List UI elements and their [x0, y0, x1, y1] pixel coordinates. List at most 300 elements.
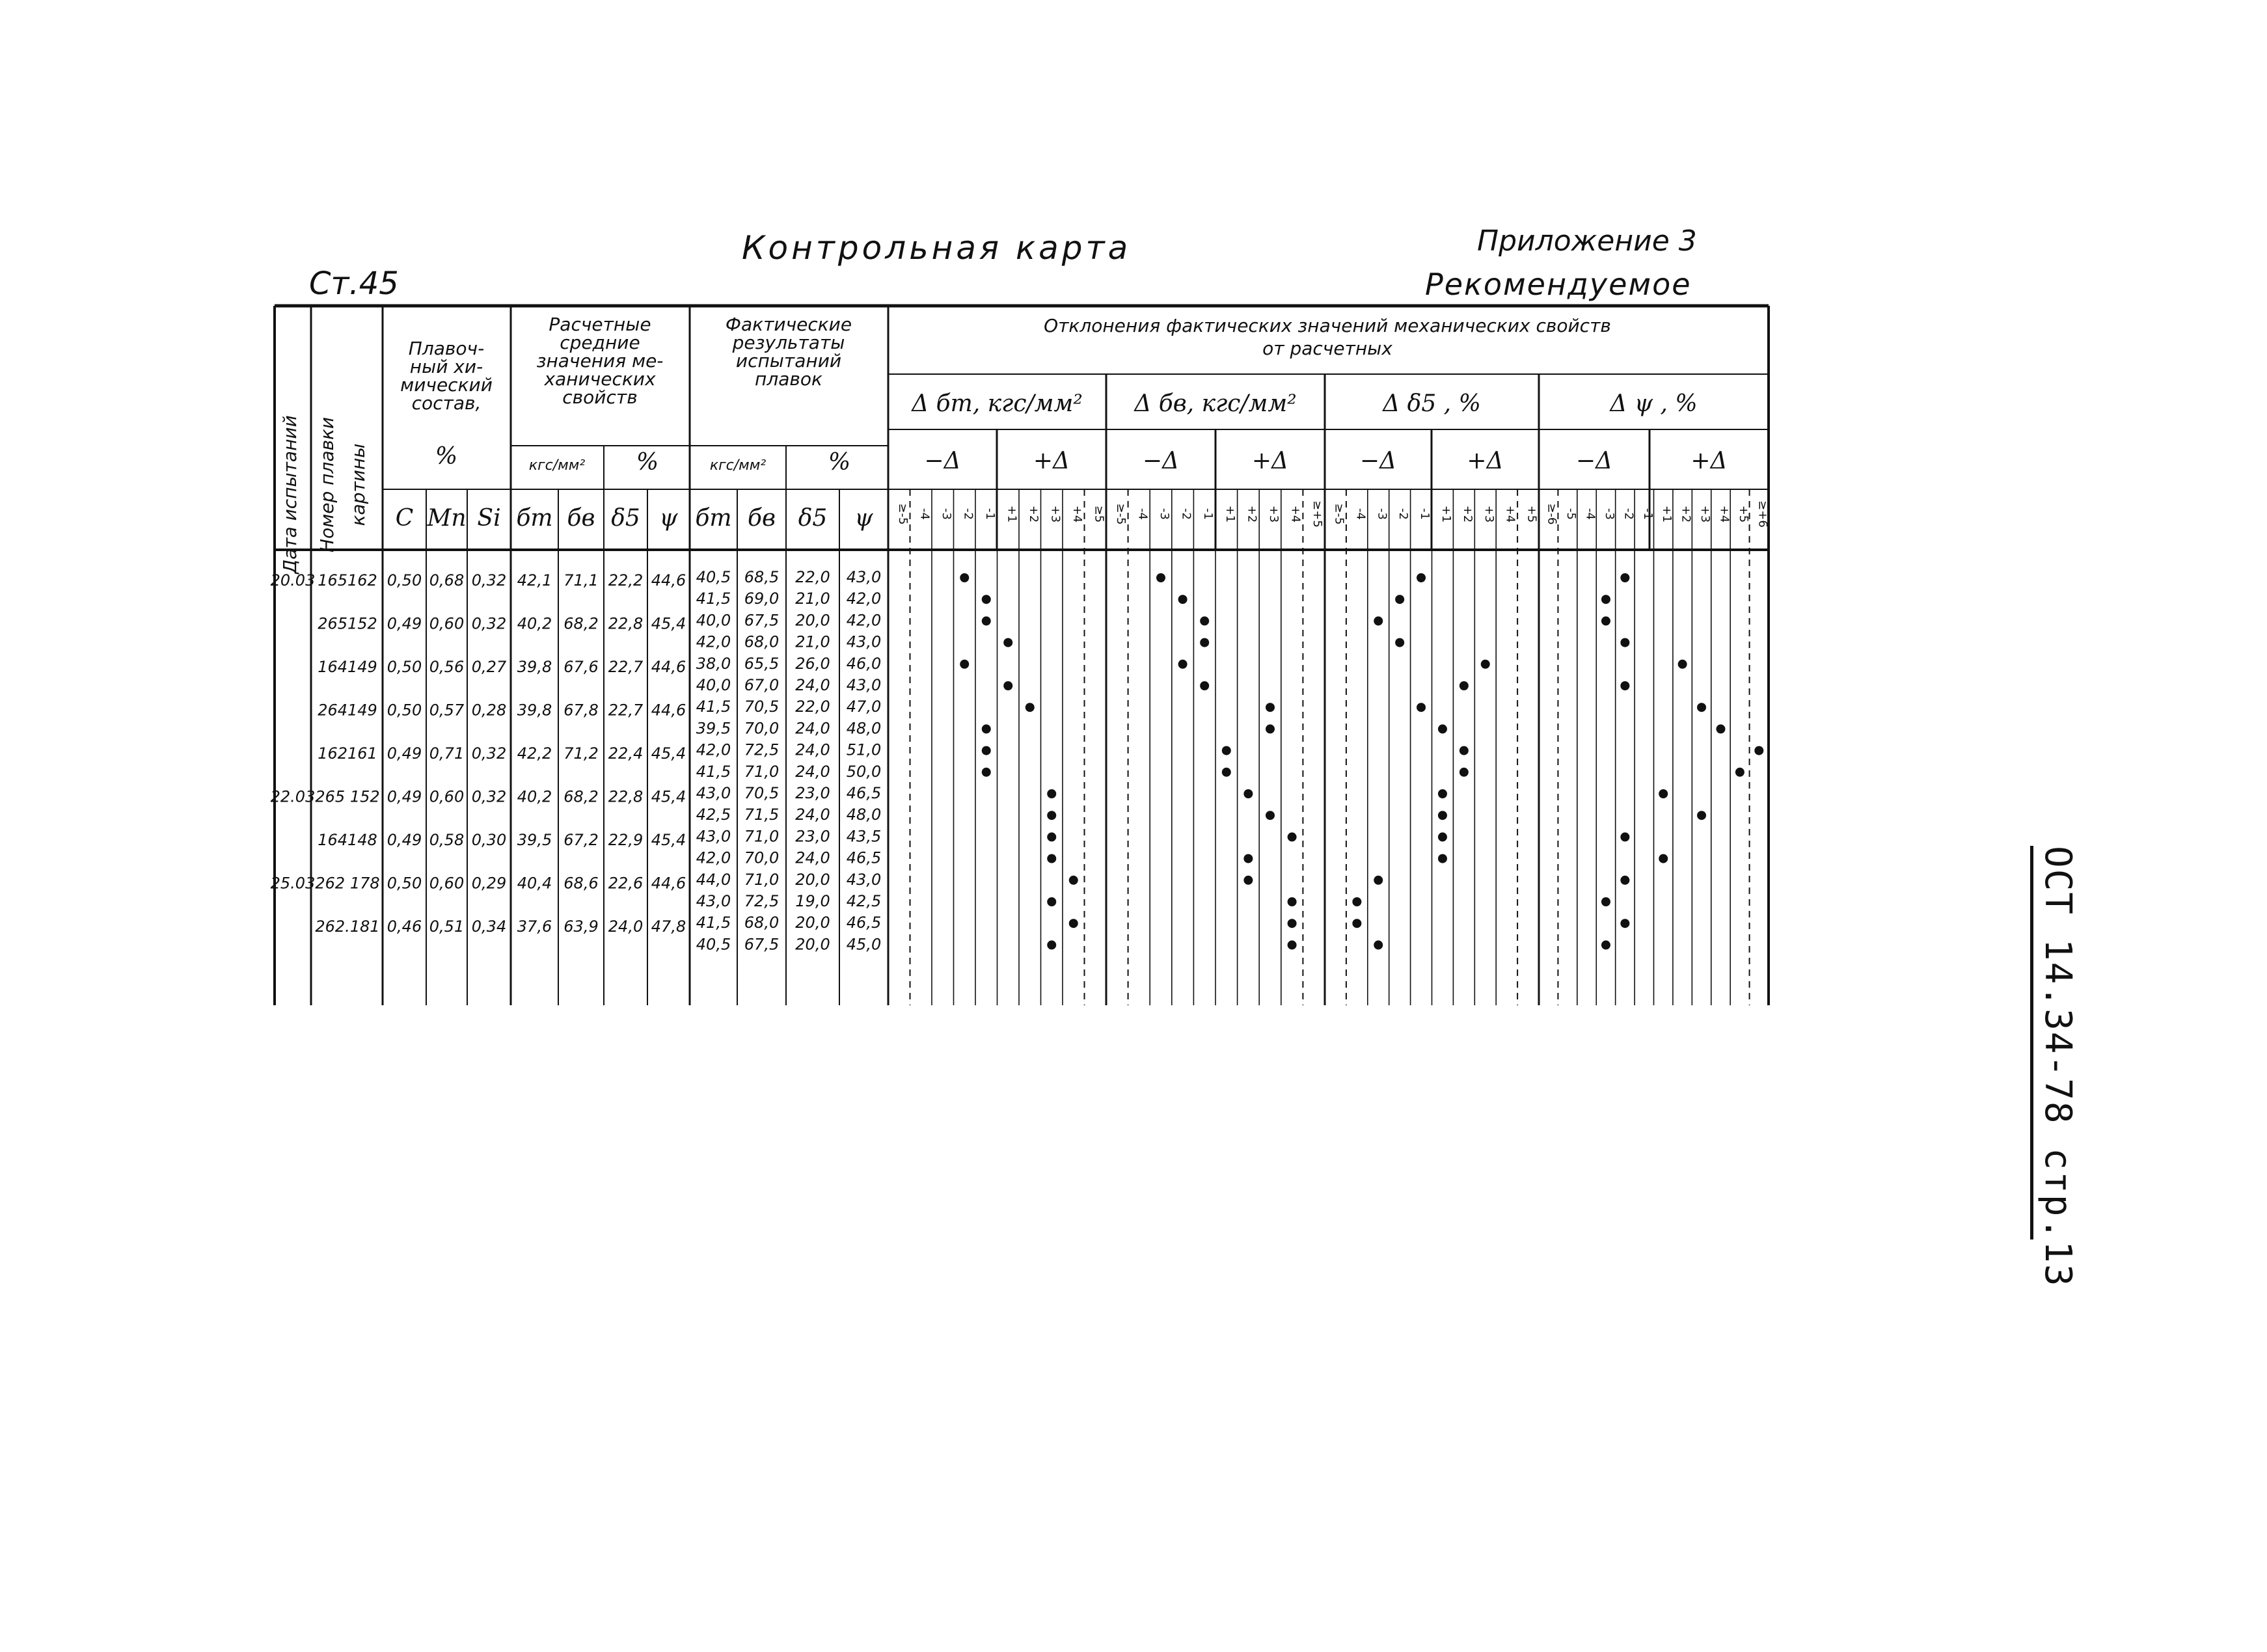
calc-value-cell: 40,4	[517, 874, 552, 893]
page-title: Контрольная карта	[742, 229, 1132, 267]
deviation-dot	[1659, 789, 1668, 798]
table-text-layer	[271, 314, 1770, 953]
calc-value-cell: 44,6	[651, 658, 686, 676]
calc-value-cell: 22,8	[608, 614, 644, 633]
deviation-tick-label: +1	[1223, 505, 1237, 523]
deviation-dot	[1395, 638, 1404, 647]
result-value-cell: 24,0	[795, 740, 830, 759]
deviation-header-line1: Отклонения фактических значений механических свойств	[1044, 315, 1611, 336]
result-value-cell: 40,0	[696, 676, 731, 694]
chem-value-cell: 0,51	[429, 917, 465, 936]
deviation-dot	[1678, 660, 1687, 669]
deviation-dot	[1459, 746, 1469, 755]
result-value-cell: 19,0	[795, 892, 830, 910]
result-value-cell: 65,5	[744, 654, 780, 673]
deviation-tick-label: -4	[1353, 508, 1368, 520]
result-value-cell: 67,5	[744, 935, 780, 954]
result-value-cell: 68,0	[744, 632, 780, 651]
calc-value-cell: 67,6	[563, 658, 599, 676]
calc-value-cell: 40,2	[517, 787, 552, 806]
result-value-cell: 23,0	[795, 784, 830, 802]
result-value-cell: 72,5	[744, 892, 780, 910]
deviation-tick-label: ≥-5	[1113, 503, 1128, 525]
result-value-cell: 43,0	[696, 827, 731, 846]
fact-header-line: плавок	[755, 368, 822, 390]
calc-value-cell: 44,6	[651, 701, 686, 720]
chem-unit-label: %	[435, 443, 458, 470]
deviation-tick-label: +1	[1005, 505, 1019, 523]
deviation-dot	[1601, 940, 1610, 949]
calc-unit-force: кгс/мм²	[528, 457, 586, 474]
deviation-dot	[1178, 595, 1188, 604]
result-value-cell: 42,0	[846, 611, 882, 630]
fact-header-line: Фактические	[725, 314, 852, 335]
deviation-tick-label: +2	[1245, 505, 1259, 523]
deviation-dot	[1374, 940, 1383, 949]
result-value-cell: 68,0	[744, 914, 780, 932]
deviation-dot	[1222, 746, 1231, 755]
calc-value-cell: 44,6	[651, 874, 686, 893]
calc-value-cell: 22,6	[608, 874, 644, 893]
deviation-tick-label: -3	[939, 508, 953, 520]
chem-value-cell: 0,58	[429, 831, 465, 849]
heat-number-cell: 262.181	[315, 917, 380, 936]
deviation-dot	[1178, 660, 1188, 669]
deviation-dot	[1200, 681, 1209, 690]
calc-value-cell: 71,1	[563, 571, 599, 589]
result-value-cell: 24,0	[795, 848, 830, 867]
recommended-label: Рекомендуемое	[1425, 267, 1692, 302]
deviation-group-header: Δ бв, кгс/мм²	[1134, 390, 1297, 417]
calc-value-cell: 67,8	[563, 701, 599, 720]
result-value-cell: 43,0	[846, 676, 882, 694]
calc-value-cell: 47,8	[651, 917, 686, 936]
heat-date-cell: 22.03	[270, 787, 316, 806]
result-value-cell: 42,0	[696, 632, 731, 651]
deviation-dot	[1417, 703, 1426, 712]
calc-header-line: Расчетные	[549, 314, 651, 335]
result-value-cell: 70,0	[744, 719, 780, 738]
deviation-group-header: Δ δ5 , %	[1383, 390, 1481, 417]
deviation-tick-label: +4	[1717, 505, 1731, 523]
deviation-dot	[982, 724, 991, 733]
deviation-dot	[1243, 854, 1253, 863]
deviation-tick-label: ≥5	[1092, 505, 1106, 523]
calc-value-cell: 44,6	[651, 571, 686, 589]
deviation-tick-label: -4	[1135, 508, 1150, 520]
deviation-dot	[1288, 919, 1297, 928]
heat-number-cell: 262 178	[315, 874, 380, 893]
calc-value-cell: 22,2	[608, 571, 644, 589]
deviation-dot	[982, 595, 991, 604]
result-value-cell: 41,5	[696, 762, 731, 781]
result-value-cell: 20,0	[795, 935, 830, 954]
deviation-tick-label: -2	[1622, 508, 1636, 520]
deviation-tick-label: -1	[1640, 508, 1655, 520]
chem-subheader: C	[395, 505, 414, 532]
deviation-dot	[1047, 832, 1056, 841]
chem-value-cell: 0,50	[387, 658, 422, 676]
result-value-cell: 43,5	[846, 827, 882, 846]
calc-header-line: значения ме-	[536, 350, 664, 372]
deviation-tick-label: -1	[1418, 508, 1432, 520]
heat-number-cell: 165162	[318, 571, 377, 589]
deviation-dot	[1288, 897, 1297, 906]
calc-value-cell: 71,2	[563, 744, 599, 763]
result-value-cell: 48,0	[846, 806, 882, 824]
chem-value-cell: 0,46	[387, 917, 422, 936]
deviation-dot	[1620, 638, 1629, 647]
deviation-tick-label: +4	[1503, 505, 1517, 523]
deviation-dot	[960, 573, 969, 582]
chem-value-cell: 0,49	[387, 831, 422, 849]
deviation-dot	[1459, 681, 1469, 690]
chem-subheader: Mn	[427, 505, 467, 532]
deviation-dot	[1200, 616, 1209, 625]
result-value-cell: 46,5	[846, 784, 882, 802]
result-value-cell: 24,0	[795, 806, 830, 824]
deviation-dot	[1266, 724, 1275, 733]
result-value-cell: 67,0	[744, 676, 780, 694]
deviation-dot	[982, 768, 991, 777]
deviation-tick-label: ≥+5	[1310, 500, 1325, 528]
fact-subheader: бв	[748, 505, 776, 532]
chem-value-cell: 0,50	[387, 701, 422, 720]
calc-value-cell: 67,2	[563, 831, 599, 849]
chem-value-cell: 0,50	[387, 571, 422, 589]
deviation-dot	[1620, 573, 1629, 582]
deviation-dot	[1069, 876, 1078, 885]
result-value-cell: 21,0	[795, 589, 830, 608]
deviation-dot	[1697, 811, 1706, 820]
result-value-cell: 40,5	[696, 935, 731, 954]
deviation-dot	[1003, 638, 1012, 647]
result-value-cell: 20,0	[795, 611, 830, 630]
result-value-cell: 71,0	[744, 870, 780, 889]
calc-value-cell: 39,5	[517, 831, 552, 849]
calc-value-cell: 68,6	[563, 874, 599, 893]
deviation-dot	[1438, 789, 1447, 798]
heat-number-cell: 264149	[318, 701, 377, 720]
result-value-cell: 24,0	[795, 676, 830, 694]
calc-value-cell: 42,2	[517, 744, 552, 763]
result-value-cell: 71,0	[744, 762, 780, 781]
deviation-tick-label: ≥-5	[895, 503, 910, 525]
chem-value-cell: 0,68	[429, 571, 465, 589]
deviation-tick-label: -1	[983, 508, 997, 520]
deviation-dot	[1047, 811, 1056, 820]
deviation-group-header: Δ бт, кгс/мм²	[912, 390, 1083, 417]
result-value-cell: 50,0	[846, 762, 882, 781]
calc-subheader: бт	[516, 505, 553, 532]
deviation-tick-label: ≥-5	[1332, 503, 1346, 525]
chem-value-cell: 0,60	[429, 874, 465, 893]
chem-value-cell: 0,50	[387, 874, 422, 893]
result-value-cell: 41,5	[696, 697, 731, 716]
deviation-dot	[1735, 768, 1744, 777]
deviation-tick-label: -3	[1602, 508, 1616, 520]
chem-value-cell: 0,32	[471, 787, 507, 806]
chem-value-cell: 0,56	[429, 658, 465, 676]
result-value-cell: 69,0	[744, 589, 780, 608]
deviation-dot	[1352, 919, 1361, 928]
result-value-cell: 71,0	[744, 827, 780, 846]
deviation-tick-label: +2	[1026, 505, 1040, 523]
chem-subheader: Si	[477, 505, 501, 532]
result-value-cell: 45,0	[846, 935, 882, 954]
heat-number-cell: 164148	[318, 831, 377, 849]
deviation-dot	[1266, 811, 1275, 820]
result-value-cell: 46,0	[846, 654, 882, 673]
deviation-dot	[1003, 681, 1012, 690]
deviation-dot	[1243, 789, 1253, 798]
deviation-dot	[1417, 573, 1426, 582]
deviation-dot	[1200, 638, 1209, 647]
result-value-cell: 42,5	[846, 892, 882, 910]
result-value-cell: 20,0	[795, 870, 830, 889]
result-value-cell: 22,0	[795, 568, 830, 586]
calc-value-cell: 37,6	[517, 917, 552, 936]
result-value-cell: 24,0	[795, 762, 830, 781]
result-value-cell: 43,0	[846, 632, 882, 651]
calc-value-cell: 45,4	[651, 831, 686, 849]
steel-grade-label: Ст.45	[309, 265, 399, 302]
result-value-cell: 43,0	[846, 870, 882, 889]
deviation-tick-label: +5	[1525, 505, 1539, 523]
result-value-cell: 71,5	[744, 806, 780, 824]
result-value-cell: 20,0	[795, 914, 830, 932]
result-value-cell: 41,5	[696, 589, 731, 608]
deviation-tick-label: +1	[1660, 505, 1674, 523]
chem-value-cell: 0,32	[471, 614, 507, 633]
deviation-dot	[1438, 724, 1447, 733]
deviation-group-header: Δ ψ , %	[1610, 390, 1698, 417]
chem-header-line: мический	[400, 374, 493, 396]
deviation-dot	[1047, 940, 1056, 949]
result-value-cell: 51,0	[846, 740, 882, 759]
calc-header-line: средние	[560, 332, 640, 353]
deviation-dot	[982, 746, 991, 755]
deviation-tick-label: +2	[1460, 505, 1474, 523]
calc-value-cell: 63,9	[563, 917, 599, 936]
deviation-tick-label: -5	[1564, 508, 1579, 520]
chem-value-cell: 0,60	[429, 614, 465, 633]
result-value-cell: 42,0	[846, 589, 882, 608]
calc-value-cell: 22,8	[608, 787, 644, 806]
result-value-cell: 23,0	[795, 827, 830, 846]
deviation-dot	[1395, 595, 1404, 604]
deviation-tick-label: +1	[1439, 505, 1453, 523]
result-value-cell: 24,0	[795, 719, 830, 738]
calc-value-cell: 39,8	[517, 658, 552, 676]
calc-value-cell: 22,7	[608, 658, 644, 676]
deviation-dot	[1620, 681, 1629, 690]
deviation-dot	[1438, 832, 1447, 841]
calc-unit-percent: %	[636, 449, 659, 476]
chem-value-cell: 0,57	[429, 701, 465, 720]
result-value-cell: 42,5	[696, 806, 731, 824]
calc-header-line: свойств	[562, 386, 638, 408]
heat-date-cell: 25.03	[270, 874, 316, 893]
minus-delta-label: −Δ	[1359, 448, 1397, 474]
deviation-tick-label: +4	[1070, 505, 1084, 523]
deviation-dot	[1047, 854, 1056, 863]
deviation-dot	[1601, 595, 1610, 604]
deviation-dot	[982, 616, 991, 625]
deviation-dot	[1438, 854, 1447, 863]
fact-unit-percent: %	[828, 449, 851, 476]
fact-unit-force: кгс/мм²	[709, 457, 767, 474]
deviation-dot	[1222, 768, 1231, 777]
result-value-cell: 48,0	[846, 719, 882, 738]
deviation-dot	[1754, 746, 1763, 755]
deviation-dot	[1243, 876, 1253, 885]
calc-value-cell: 68,2	[563, 614, 599, 633]
deviation-dot	[960, 660, 969, 669]
deviation-dot	[1481, 660, 1490, 669]
calc-subheader: бв	[567, 505, 595, 532]
result-value-cell: 70,5	[744, 784, 780, 802]
result-value-cell: 46,5	[846, 848, 882, 867]
deviation-tick-label: -2	[1396, 508, 1411, 520]
result-value-cell: 41,5	[696, 914, 731, 932]
calc-value-cell: 40,2	[517, 614, 552, 633]
deviation-tick-label: -3	[1375, 508, 1389, 520]
result-value-cell: 44,0	[696, 870, 731, 889]
deviation-dot	[1659, 854, 1668, 863]
calc-value-cell: 22,4	[608, 744, 644, 763]
calc-value-cell: 68,2	[563, 787, 599, 806]
result-value-cell: 39,5	[696, 719, 731, 738]
deviation-dot	[1620, 919, 1629, 928]
result-value-cell: 22,0	[795, 697, 830, 716]
calc-header-line: ханических	[544, 368, 656, 390]
deviation-tick-label: -3	[1158, 508, 1171, 520]
result-value-cell: 43,0	[696, 784, 731, 802]
heat-number-cell: 164149	[318, 658, 377, 676]
result-value-cell: 67,5	[744, 611, 780, 630]
result-value-cell: 46,5	[846, 914, 882, 932]
deviation-dot	[1601, 897, 1610, 906]
deviation-dot	[1288, 832, 1297, 841]
fact-header-line: результаты	[732, 332, 845, 353]
deviation-dot	[1716, 724, 1725, 733]
chem-header-line: состав,	[411, 392, 482, 414]
minus-delta-label: −Δ	[924, 448, 961, 474]
minus-delta-label: −Δ	[1575, 448, 1613, 474]
calc-value-cell: 45,4	[651, 744, 686, 763]
fact-subheader: бт	[695, 505, 732, 532]
chem-value-cell: 0,32	[471, 744, 507, 763]
deviation-tick-label: +3	[1482, 505, 1496, 523]
deviation-dot	[1352, 897, 1361, 906]
deviation-dot	[1374, 616, 1383, 625]
chem-value-cell: 0,30	[471, 831, 507, 849]
result-value-cell: 40,5	[696, 568, 731, 586]
fact-subheader: δ5	[798, 505, 828, 532]
deviation-tick-label: -4	[917, 508, 932, 520]
deviation-tick-label: -2	[1179, 508, 1193, 520]
deviation-tick-label: ≥+6	[1756, 500, 1770, 528]
result-value-cell: 47,0	[846, 697, 882, 716]
deviation-dot	[1069, 919, 1078, 928]
deviation-tick-label: +4	[1288, 505, 1303, 523]
result-value-cell: 68,5	[744, 568, 780, 586]
deviation-marks	[960, 573, 1763, 949]
deviation-dot	[1620, 832, 1629, 841]
chem-value-cell: 0,49	[387, 787, 422, 806]
deviation-dot	[1266, 703, 1275, 712]
deviation-dot	[1438, 811, 1447, 820]
result-value-cell: 70,0	[744, 848, 780, 867]
deviation-tick-label: -2	[961, 508, 975, 520]
deviation-tick-label: ≥-6	[1545, 503, 1559, 525]
date-column-header: Дата испытаний	[279, 415, 301, 574]
chem-value-cell: 0,28	[471, 701, 507, 720]
minus-delta-label: −Δ	[1142, 448, 1180, 474]
deviation-dot	[1601, 616, 1610, 625]
deviation-dot	[1047, 897, 1056, 906]
chem-value-cell: 0,27	[471, 658, 507, 676]
chem-value-cell: 0,60	[429, 787, 465, 806]
deviation-dot	[1620, 876, 1629, 885]
result-value-cell: 70,5	[744, 697, 780, 716]
deviation-tick-label: +5	[1736, 505, 1750, 523]
deviation-tick-label: +2	[1679, 505, 1693, 523]
result-value-cell: 40,0	[696, 611, 731, 630]
calc-value-cell: 45,4	[651, 787, 686, 806]
plus-delta-label: +Δ	[1467, 448, 1504, 474]
deviation-dot	[1025, 703, 1035, 712]
chem-value-cell: 0,49	[387, 614, 422, 633]
heat-number-header-line1: Номер плавки	[316, 416, 338, 553]
result-value-cell: 38,0	[696, 654, 731, 673]
appendix-label: Приложение 3	[1477, 224, 1697, 258]
heat-number-header-line2: картины	[347, 443, 369, 526]
result-value-cell: 21,0	[795, 632, 830, 651]
calc-value-cell: 42,1	[517, 571, 552, 589]
heat-number-cell: 265 152	[315, 787, 380, 806]
result-value-cell: 42,0	[696, 848, 731, 867]
chem-value-cell: 0,32	[471, 571, 507, 589]
fact-subheader: ψ	[854, 505, 873, 532]
heat-date-cell: 20.03	[270, 571, 316, 589]
deviation-tick-label: -1	[1201, 508, 1215, 520]
calc-subheader: ψ	[659, 505, 678, 532]
calc-value-cell: 24,0	[608, 917, 644, 936]
deviation-dot	[1697, 703, 1706, 712]
chem-header-line: ный хи-	[409, 356, 483, 377]
deviation-dot	[1288, 940, 1297, 949]
result-value-cell: 72,5	[744, 740, 780, 759]
result-value-cell: 43,0	[846, 568, 882, 586]
deviation-tick-label: +3	[1698, 505, 1713, 523]
heat-number-cell: 162161	[318, 744, 377, 763]
plus-delta-label: +Δ	[1251, 448, 1289, 474]
deviation-dot	[1374, 876, 1383, 885]
deviation-header-line2: от расчетных	[1262, 338, 1392, 359]
plus-delta-label: +Δ	[1033, 448, 1070, 474]
calc-value-cell: 22,7	[608, 701, 644, 720]
document-side-label: ОСТ 14.34-78 стр.13	[2037, 846, 2079, 1288]
chem-value-cell: 0,71	[429, 744, 465, 763]
chem-header-line: Плавоч-	[408, 338, 485, 359]
deviation-dot	[1156, 573, 1165, 582]
plus-delta-label: +Δ	[1690, 448, 1728, 474]
chem-value-cell: 0,29	[471, 874, 507, 893]
deviation-tick-label: -4	[1583, 508, 1597, 520]
result-value-cell: 26,0	[795, 654, 830, 673]
